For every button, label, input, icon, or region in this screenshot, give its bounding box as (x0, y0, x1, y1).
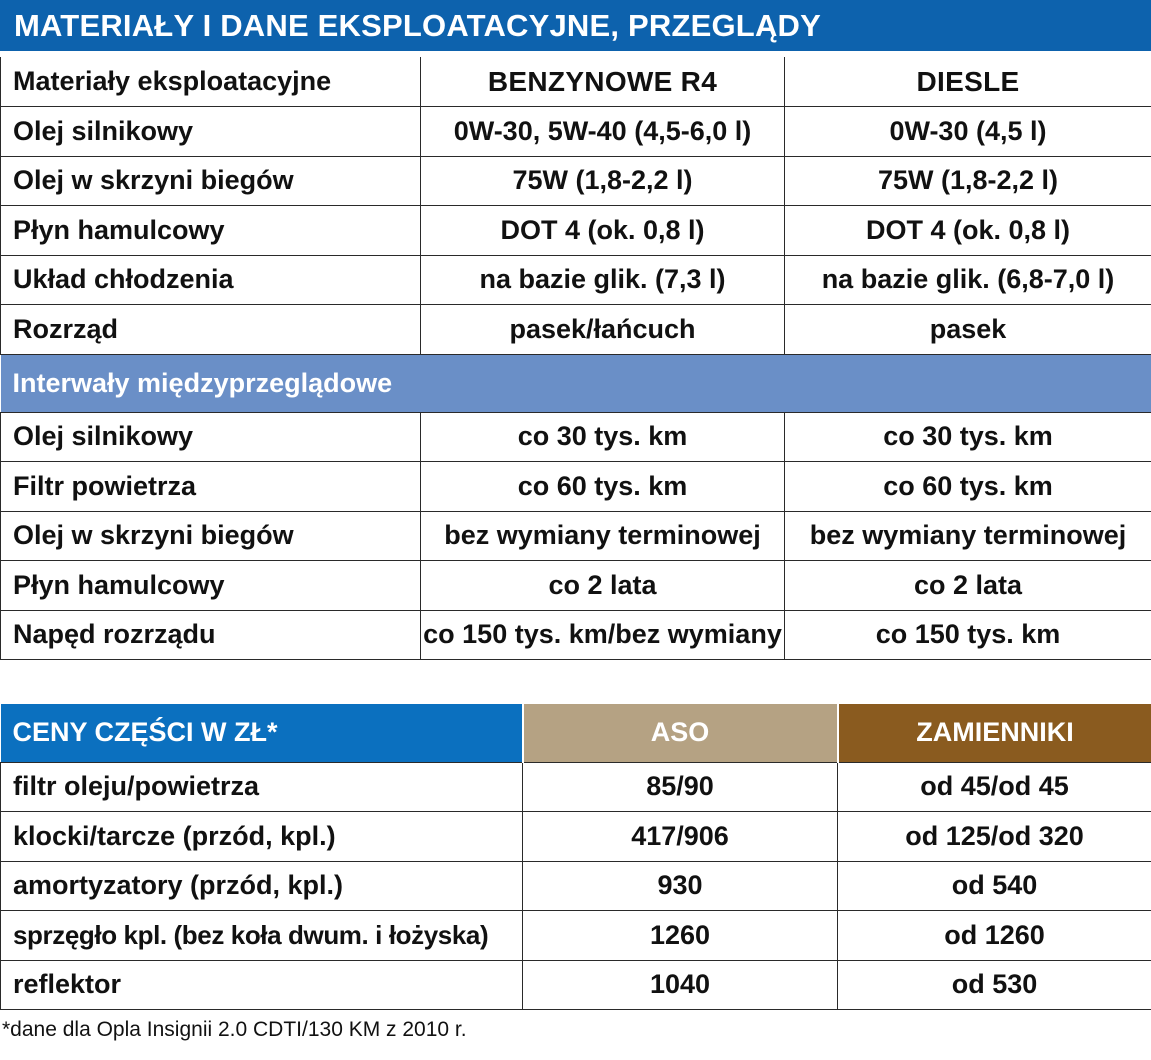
prices-header-label: CENY CZĘŚCI W ZŁ* (1, 704, 523, 762)
aso-price: 1260 (523, 911, 838, 961)
diesel-value: bez wymiany terminowej (785, 511, 1151, 561)
replacement-price: od 1260 (838, 911, 1151, 961)
aso-price: 417/906 (523, 812, 838, 862)
intervals-section-title: Interwały międzyprzeglądowe (1, 354, 1151, 412)
row-label: Olej silnikowy (1, 107, 421, 157)
table-row (1, 511, 1151, 561)
materials-header-row (1, 57, 1151, 107)
part-name: klocki/tarcze (przód, kpl.) (1, 812, 523, 862)
diesel-value: 0W-30 (4,5 l) (785, 107, 1151, 157)
table-row (1, 107, 1151, 157)
petrol-value: co 2 lata (421, 561, 785, 611)
replacement-price: od 125/od 320 (838, 812, 1151, 862)
petrol-value: co 30 tys. km (421, 412, 785, 462)
petrol-value: na bazie glik. (7,3 l) (421, 255, 785, 305)
row-label: Olej silnikowy (1, 412, 421, 462)
diesel-value: DOT 4 (ok. 0,8 l) (785, 206, 1151, 256)
part-name: sprzęgło kpl. (bez koła dwum. i łożyska) (1, 911, 523, 961)
table-row (1, 911, 1151, 961)
aso-price: 930 (523, 861, 838, 911)
table-row (1, 305, 1151, 355)
row-label: Układ chłodzenia (1, 255, 421, 305)
row-label: Napęd rozrządu (1, 610, 421, 660)
diesel-value: pasek (785, 305, 1151, 355)
maintenance-table (0, 57, 1151, 660)
title-bar (0, 0, 1151, 54)
diesel-value: na bazie glik. (6,8-7,0 l) (785, 255, 1151, 305)
petrol-value: 75W (1,8-2,2 l) (421, 156, 785, 206)
replacement-price: od 530 (838, 960, 1151, 1010)
table-row (1, 206, 1151, 256)
row-label: Olej w skrzyni biegów (1, 511, 421, 561)
diesel-value: co 30 tys. km (785, 412, 1151, 462)
table-row (1, 812, 1151, 862)
row-label: Płyn hamulcowy (1, 206, 421, 256)
table-row (1, 762, 1151, 812)
row-label: Płyn hamulcowy (1, 561, 421, 611)
row-label: Olej w skrzyni biegów (1, 156, 421, 206)
petrol-value: DOT 4 (ok. 0,8 l) (421, 206, 785, 256)
column-header-diesel: DIESLE (785, 57, 1151, 107)
table-row (1, 255, 1151, 305)
intervals-section-row (1, 354, 1151, 412)
table-row (1, 462, 1151, 512)
replacement-price: od 540 (838, 861, 1151, 911)
replacement-price: od 45/od 45 (838, 762, 1151, 812)
table-row (1, 412, 1151, 462)
diesel-value: co 2 lata (785, 561, 1151, 611)
diesel-value: co 150 tys. km (785, 610, 1151, 660)
row-label: Filtr powietrza (1, 462, 421, 512)
column-header-aso: ASO (523, 704, 838, 762)
page-title: MATERIAŁY I DANE EKSPLOATACYJNE, PRZEGLĄDY (14, 7, 821, 43)
footnote: *dane dla Opla Insignii 2.0 CDTI/130 KM z 2010 r. (2, 1018, 467, 1041)
petrol-value: co 150 tys. km/bez wymiany (421, 610, 785, 660)
petrol-value: pasek/łańcuch (421, 305, 785, 355)
table-row (1, 861, 1151, 911)
prices-table (0, 704, 1151, 1010)
diesel-value: 75W (1,8-2,2 l) (785, 156, 1151, 206)
diesel-value: co 60 tys. km (785, 462, 1151, 512)
part-name: reflektor (1, 960, 523, 1010)
materials-header-label: Materiały eksploatacyjne (1, 57, 421, 107)
petrol-value: bez wymiany terminowej (421, 511, 785, 561)
prices-header-row (1, 704, 1151, 762)
aso-price: 1040 (523, 960, 838, 1010)
table-row (1, 561, 1151, 611)
aso-price: 85/90 (523, 762, 838, 812)
table-row (1, 960, 1151, 1010)
column-header-zamienniki: ZAMIENNIKI (838, 704, 1151, 762)
part-name: amortyzatory (przód, kpl.) (1, 861, 523, 911)
table-row (1, 156, 1151, 206)
column-header-petrol: BENZYNOWE R4 (421, 57, 785, 107)
part-name: filtr oleju/powietrza (1, 762, 523, 812)
petrol-value: 0W-30, 5W-40 (4,5-6,0 l) (421, 107, 785, 157)
table-row (1, 610, 1151, 660)
petrol-value: co 60 tys. km (421, 462, 785, 512)
row-label: Rozrząd (1, 305, 421, 355)
